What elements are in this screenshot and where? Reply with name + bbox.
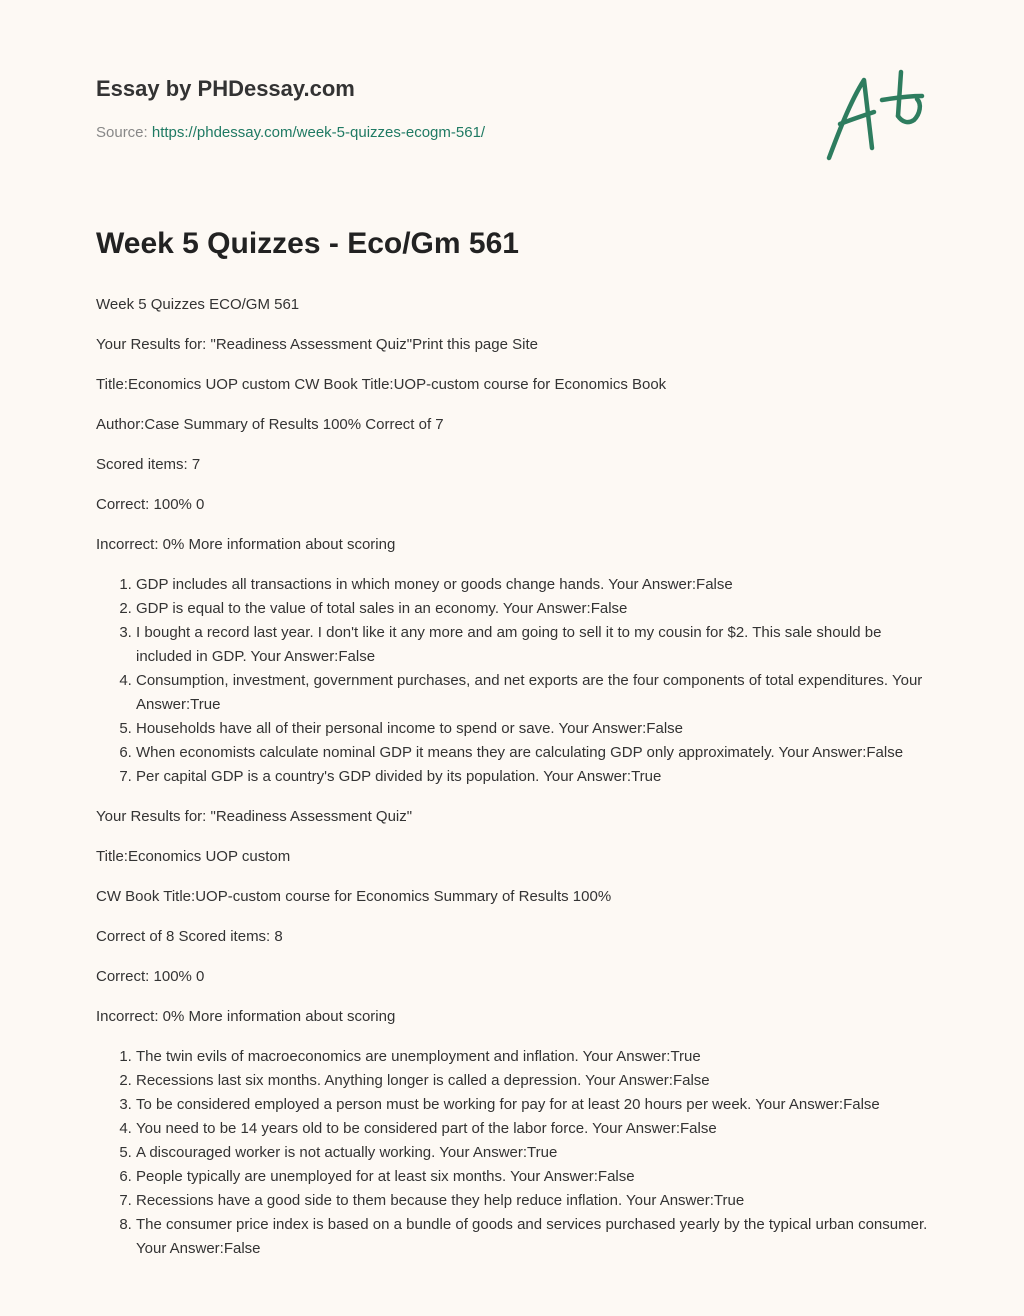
list-item: 1. GDP includes all transactions in which money or goods change hands. Your Answer:False — [136, 573, 931, 597]
paragraph: Correct: 100% 0 — [96, 496, 205, 513]
paragraph: Correct of 8 Scored items: 8 — [96, 928, 283, 945]
list-item: 7. Recessions have a good side to them because they help reduce inflation. Your Answer:True — [136, 1189, 931, 1213]
source-label: Source: — [96, 124, 152, 141]
list-item: 3. To be considered employed a person must be working for pay for at least 20 hours per week. Your Answer:False — [136, 1093, 931, 1117]
paragraph: Title:Economics UOP custom — [96, 848, 291, 865]
paragraph: CW Book Title:UOP-custom course for Economics Summary of Results 100% — [96, 888, 612, 905]
quiz-2-section — [96, 805, 931, 1261]
quiz-1-section — [96, 293, 931, 789]
paragraph: Correct: 100% 0 — [96, 968, 205, 985]
list-item: 5. Households have all of their personal income to spend or save. Your Answer:False — [136, 717, 931, 741]
a-plus-logo-icon — [820, 66, 930, 166]
list-item: 3. I bought a record last year. I don't like it any more and am going to sell it to my cousin for $2. This sale should be included in GDP. Your Answer:False — [136, 621, 931, 669]
list-item: 8. The consumer price index is based on a bundle of goods and services purchased yearly by the typical urban consumer. Your Answer:False — [136, 1213, 931, 1261]
list-item: 6. People typically are unemployed for at least six months. Your Answer:False — [136, 1165, 931, 1189]
source-link[interactable]: https://phdessay.com/week-5-quizzes-ecogm-561/ — [151, 124, 486, 141]
paragraph: Author:Case Summary of Results 100% Correct of 7 — [96, 416, 444, 433]
list-item: 4. You need to be 14 years old to be considered part of the labor force. Your Answer:False — [136, 1117, 931, 1141]
list-item: 2. GDP is equal to the value of total sales in an economy. Your Answer:False — [136, 597, 931, 621]
list-item: 5. A discouraged worker is not actually working. Your Answer:True — [136, 1141, 931, 1165]
list-item: 7. Per capital GDP is a country's GDP divided by its population. Your Answer:True — [136, 765, 931, 789]
document-title: Week 5 Quizzes - Eco/Gm 561 — [96, 227, 519, 260]
list-item: 2. Recessions last six months. Anything longer is called a depression. Your Answer:False — [136, 1069, 931, 1093]
paragraph: Incorrect: 0% More information about scoring — [96, 536, 396, 553]
paragraph: Scored items: 7 — [96, 456, 201, 473]
list-item: 4. Consumption, investment, government purchases, and net exports are the four components of total expenditures. Your Answer:True — [136, 669, 931, 717]
paragraph: Incorrect: 0% More information about scoring — [96, 1008, 396, 1025]
source-line — [96, 124, 485, 141]
list-item: 6. When economists calculate nominal GDP it means they are calculating GDP only approximately. Your Answer:False — [136, 741, 931, 765]
paragraph: Your Results for: "Readiness Assessment Quiz" — [96, 808, 413, 825]
paragraph: Your Results for: "Readiness Assessment Quiz"Print this page Site — [96, 336, 538, 353]
paragraph: Week 5 Quizzes ECO/GM 561 — [96, 296, 300, 313]
site-brand: Essay by PHDessay.com — [96, 76, 355, 101]
question-list — [96, 1045, 931, 1261]
paragraph: Title:Economics UOP custom CW Book Title:UOP-custom course for Economics Book — [96, 376, 667, 393]
list-item: 1. The twin evils of macroeconomics are unemployment and inflation. Your Answer:True — [136, 1045, 931, 1069]
document-body — [96, 222, 931, 1277]
question-list — [96, 573, 931, 789]
